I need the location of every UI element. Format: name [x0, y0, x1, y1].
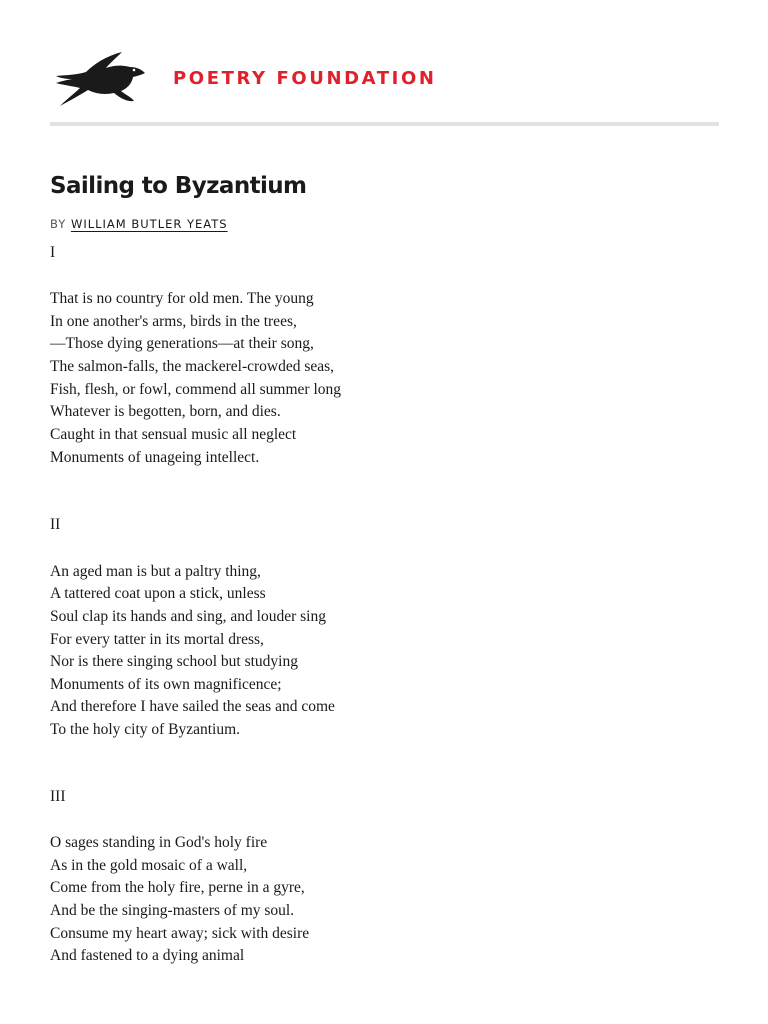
header-divider	[50, 122, 719, 126]
poem-line: Soul clap its hands and sing, and louder sing	[50, 608, 326, 625]
brand-name[interactable]: POETRY FOUNDATION	[173, 68, 437, 89]
poem-line: Come from the holy fire, perne in a gyre,	[50, 879, 305, 896]
byline	[50, 217, 228, 231]
poem-line: Whatever is begotten, born, and dies.	[50, 403, 281, 420]
poem-line: An aged man is but a paltry thing,	[50, 563, 261, 580]
poem-line: To the holy city of Byzantium.	[50, 721, 241, 738]
poem-title: Sailing to Byzantium	[50, 173, 307, 199]
poem-line: O sages standing in God's holy fire	[50, 834, 268, 851]
poem-line: A tattered coat upon a stick, unless	[50, 585, 266, 602]
section-numeral: I	[50, 244, 56, 261]
poem-line: Monuments of its own magnificence;	[50, 676, 282, 693]
by-label: BY	[50, 217, 67, 231]
site-header	[50, 48, 719, 108]
section-numeral: III	[50, 788, 66, 805]
section-numeral: II	[50, 516, 61, 533]
poem-line: And therefore I have sailed the seas and come	[50, 698, 335, 715]
author-link[interactable]: WILLIAM BUTLER YEATS	[70, 217, 228, 231]
poem-line: For every tatter in its mortal dress,	[50, 631, 264, 648]
poem-line: Monuments of unageing intellect.	[50, 449, 260, 466]
poem-line: That is no country for old men. The young	[50, 290, 314, 307]
poem-line: In one another's arms, birds in the trees,	[50, 313, 297, 330]
poem-line: Fish, flesh, or fowl, commend all summer long	[50, 381, 342, 398]
poem-line: The salmon-falls, the mackerel-crowded seas,	[50, 358, 335, 375]
poem-line: And fastened to a dying animal	[50, 947, 245, 964]
bird-icon[interactable]	[50, 50, 148, 108]
poem-line: And be the singing-masters of my soul.	[50, 902, 295, 919]
poem-line: Nor is there singing school but studying	[50, 653, 298, 670]
poem-line: As in the gold mosaic of a wall,	[50, 857, 248, 874]
poem-line: Consume my heart away; sick with desire	[50, 925, 310, 942]
poem-line: —Those dying generations—at their song,	[50, 335, 314, 352]
poem-line: Caught in that sensual music all neglect	[50, 426, 297, 443]
